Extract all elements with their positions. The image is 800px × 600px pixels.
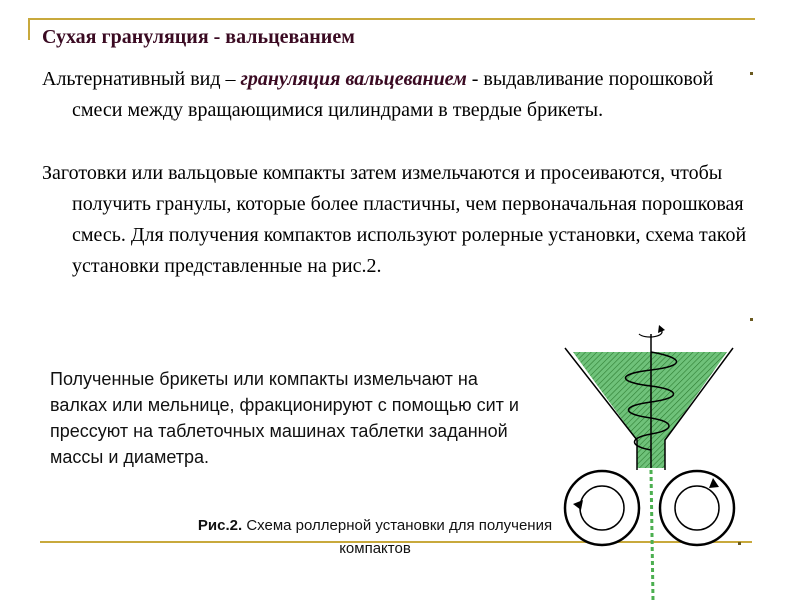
compact-output <box>651 470 653 600</box>
top-rule <box>28 18 755 20</box>
right-roller <box>660 471 734 545</box>
figure-number: Рис.2. <box>197 517 243 534</box>
paragraph-compacts: Заготовки или вальцовые компакты затем измельчаются и просеиваются, чтобы получить гранулы, которые более пластичны, чем первоначальная порошковая смесь. Для получения компактов используют ролерные установки, схема такой установки представленные на рис.2. <box>42 162 747 277</box>
left-rule <box>28 18 30 40</box>
roller-compactor-diagram <box>555 320 740 600</box>
left-roller <box>565 471 639 545</box>
paragraph-alternative-view <box>42 64 762 126</box>
figure-caption <box>190 514 560 560</box>
emphasis-term: грануляция вальцеванием <box>240 68 467 90</box>
paragraph-prefix: Альтернативный вид – <box>42 68 241 90</box>
figure-caption-text: Схема роллерной установки для получения компактов <box>242 517 553 557</box>
slide-title: Сухая грануляция - вальцеванием <box>42 26 355 48</box>
decor-dot <box>750 318 753 321</box>
paragraph-suffix: - выдавливание порошковой смеси между вращающимися цилиндрами в твердые брикеты. <box>72 68 714 121</box>
side-text: Полученные брикеты или компакты измельчают на валках или мельнице, фракционируют с помощью сит и прессуют на таблеточных машинах таблетки заданной массы и диаметра. <box>50 369 519 467</box>
